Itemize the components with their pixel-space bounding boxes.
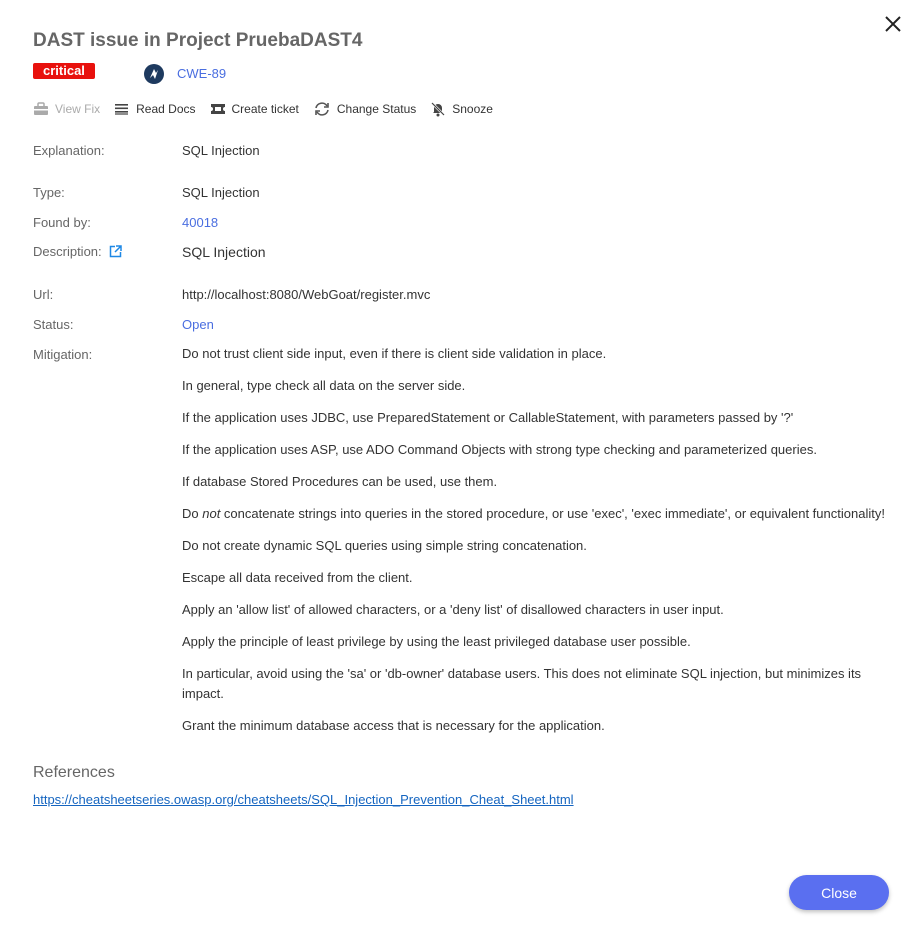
snooze-button[interactable] [430, 101, 493, 117]
mitigation-item: Do not trust client side input, even if there is client side validation in place. [182, 346, 607, 361]
action-toolbar [33, 100, 507, 118]
mitigation-prefix: Do [182, 506, 203, 521]
mitigation-item: If the application uses ASP, use ADO Command Objects with strong type checking and parameterized queries. [182, 442, 817, 457]
references-title: References [33, 764, 115, 781]
mitigation-suffix: concatenate strings into queries in the stored procedure, or use 'exec', 'exec immediate', or equivalent functionality! [220, 506, 885, 521]
close-icon[interactable] [881, 12, 905, 36]
description-value: SQL Injection [182, 244, 266, 260]
mitigation-item: In general, type check all data on the server side. [182, 378, 466, 393]
description-label-wrap [33, 244, 178, 259]
mitigation-item: Escape all data received from the client. [182, 570, 413, 585]
status-value[interactable]: Open [182, 317, 214, 332]
explanation-value: SQL Injection [182, 143, 260, 158]
read-docs-label: Read Docs [136, 102, 196, 116]
reference-link[interactable]: https://cheatsheetseries.owasp.org/cheatsheets/SQL_Injection_Prevention_Cheat_Sheet.html [33, 792, 574, 807]
mitigation-item: Do not create dynamic SQL queries using simple string concatenation. [182, 538, 587, 553]
mitigation-item: If the application uses JDBC, use PreparedStatement or CallableStatement, with parameters passed by '?' [182, 410, 794, 425]
mitigation-item: In particular, avoid using the 'sa' or 'db-owner' database users. This does not eliminate SQL injection, but minimizes its impact. [182, 666, 862, 701]
bell-off-icon [430, 101, 446, 117]
dialog-title: DAST issue in Project PruebaDAST4 [33, 30, 363, 51]
change-status-button[interactable] [313, 101, 416, 117]
description-label: Description: [33, 244, 102, 259]
mitigation-item: Apply the principle of least privilege by using the least privileged database user possible. [182, 634, 691, 649]
view-fix-button[interactable] [33, 102, 100, 116]
url-value: http://localhost:8080/WebGoat/register.mvc [182, 287, 431, 302]
lines-icon [114, 103, 130, 115]
found-by-label: Found by: [33, 215, 91, 230]
severity-badge: critical [33, 63, 95, 79]
cwe-link[interactable]: CWE-89 [177, 66, 227, 81]
ticket-icon [210, 103, 226, 115]
mitigation-item: Apply an 'allow list' of allowed characters, or a 'deny list' of disallowed characters in user input. [182, 602, 724, 617]
change-status-label: Change Status [336, 102, 417, 116]
close-button[interactable]: Close [789, 875, 889, 910]
found-by-link[interactable]: 40018 [182, 215, 219, 230]
create-ticket-label: Create ticket [231, 102, 299, 116]
toolbox-icon [33, 102, 49, 116]
mitigation-item: If database Stored Procedures can be used, use them. [182, 474, 498, 489]
external-link-icon[interactable] [109, 245, 122, 258]
refresh-icon [313, 101, 331, 117]
status-label: Status: [33, 317, 74, 332]
url-label: Url: [33, 287, 54, 302]
explanation-label: Explanation: [33, 143, 105, 158]
mitigation-item: Grant the minimum database access that is necessary for the application. [182, 718, 605, 733]
create-ticket-button[interactable] [210, 102, 299, 116]
read-docs-button[interactable] [114, 102, 195, 116]
mitigation-label: Mitigation: [33, 347, 93, 362]
type-value: SQL Injection [182, 185, 260, 200]
mitigation-item-emphasis [182, 504, 887, 524]
cwe-icon [143, 63, 165, 85]
view-fix-label: View Fix [55, 102, 101, 116]
type-label: Type: [33, 185, 65, 200]
snooze-label: Snooze [452, 102, 493, 116]
mitigation-emphasis: not [202, 506, 221, 521]
